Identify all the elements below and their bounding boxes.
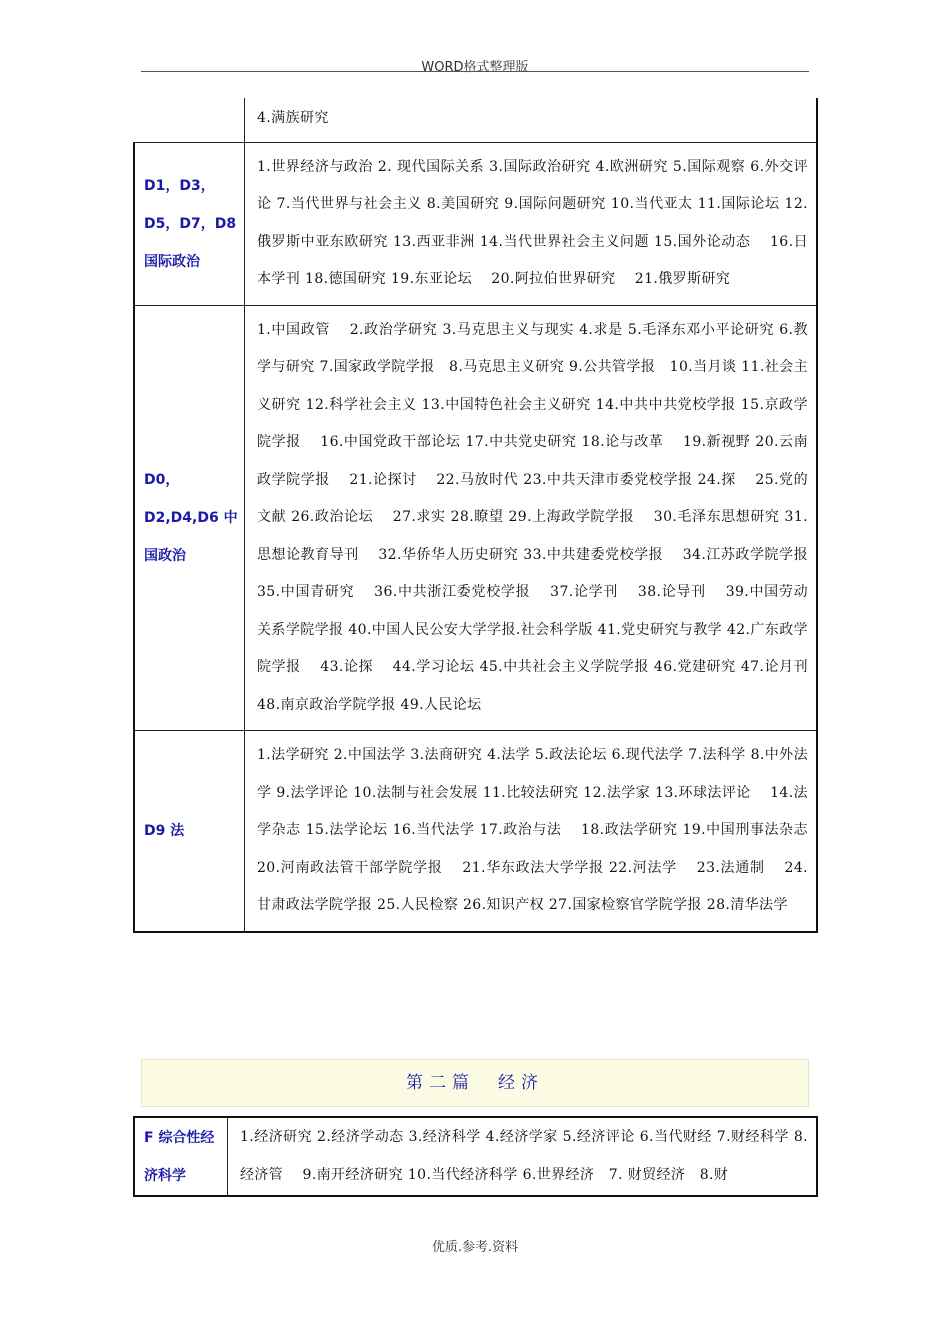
section-title-economics: 第二篇 经济 (141, 1059, 809, 1107)
category-label: F 综合性经济科学 (144, 1129, 215, 1184)
category-cell (134, 142, 245, 305)
journal-table-politics-law (133, 98, 828, 933)
table-row (134, 305, 817, 731)
journals-text: 4.满族研究 (257, 110, 329, 126)
table-row (134, 1117, 817, 1196)
journal-table-economics (133, 1116, 818, 1197)
category-label: D0，D2,D4,D6 中国政治 (144, 471, 238, 564)
journals-cell (245, 98, 818, 142)
journals-text: 1.经济研究 2.经济学动态 3.经济科学 4.经济学家 5.经济评论 6.当代财经 7.财经科学 8.经济管 9.南开经济研究 10.当代经济科学 6.世界经济 7. 财贸经济 8.财 (240, 1129, 808, 1183)
table-row (134, 142, 817, 305)
category-cell (134, 305, 245, 731)
category-cell (134, 98, 245, 142)
journals-cell (245, 142, 818, 305)
category-cell (134, 731, 245, 932)
header-divider (141, 71, 809, 72)
page-header-title: WORD格式整理版 (421, 60, 529, 75)
category-cell (134, 1117, 228, 1196)
journals-text: 1.世界经济与政治 2. 现代国际关系 3.国际政治研究 4.欧洲研究 5.国际观察 6.外交评论 7.当代世界与社会主义 8.美国研究 9.国际问题研究 10.当代亚太 11.国际论坛 12.俄罗斯中亚东欧研究 13.西亚非洲 14.当代世界社会主义问题 15.国外论动态 16.日本学刊 18.德国研究 19.东亚论坛 20.阿拉伯世界研究 21.俄罗斯研究 (257, 158, 808, 287)
journals-cell (245, 305, 828, 731)
journals-cell (245, 731, 818, 932)
journals-text: 1.中国政管 2.政治学研究 3.马克思主义与现实 4.求是 5.毛泽东邓小平论研究 6.教学与研究 7.国家政学院学报 8.马克思主义研究 9.公共管学报 10.当月谈 11.社会主义研究 12.科学社会主义 13.中国特色社会主义研究 14.中共中共党校学报 15.京政学院学报 16.中国党政干部论坛 17.中共党史研究 18.论与改革 19.新视野 20.云南政学院学报 21.论探讨 22.马放时代 23.中共天津市委党校学报 24.探 25.党的文献 26.政治论坛 27.求实 28.瞭望 29.上海政学院学报 30.毛泽东思想研究 31.思想论教育导刊 32.华侨华人历史研究 33.中共建委党校学报 34.江苏政学院学报 35.中国青研究 36.中共浙江委党校学报 37.论学刊 38.论导刊 39.中国劳动关系学院学报 40.中国人民公安大学学报.社会科学版 41.党史研究与教学 42.广东政学院学报 43.论探 44.学习论坛 45.中共社会主义学院学报 46.党建研究 47.论月刊 48.南京政治学院学报 49.人民论坛 (257, 321, 828, 713)
journals-text: 1.法学研究 2.中国法学 3.法商研究 4.法学 5.政法论坛 6.现代法学 7.法科学 8.中外法学 9.法学评论 10.法制与社会发展 11.比较法研究 12.法学家 13.环球法评论 14.法学杂志 15.法学论坛 16.当代法学 17.政治与法 18.政法学研究 19.中国刑事法杂志 20.河南政法管干部学院学报 21.华东政法大学学报 22.河法学 23.法通制 24.甘肃政法学院学报 25.人民检察 26.知识产权 27.国家检察官学院学报 28.清华法学 (257, 747, 808, 913)
page-footer-text: 优质.参考.资料 (431, 1240, 519, 1255)
category-label: D9 法 (144, 822, 185, 839)
table-row (134, 731, 817, 932)
category-label: D1，D3，D5，D7，D8 国际政治 (144, 177, 237, 270)
journals-cell (228, 1117, 818, 1196)
table-row (134, 98, 817, 142)
